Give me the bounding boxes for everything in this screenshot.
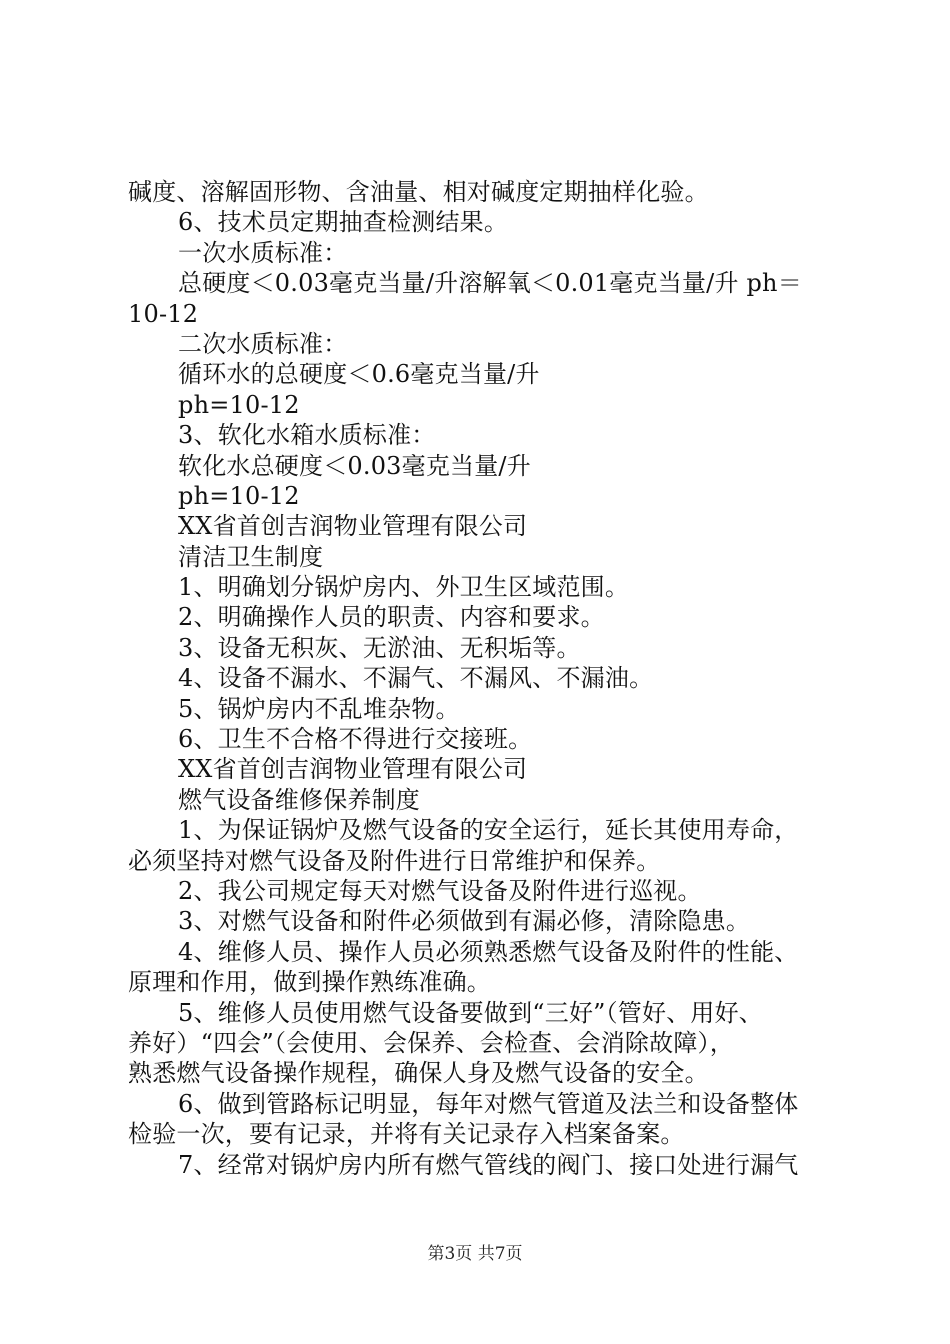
text-line: 熟悉燃气设备操作规程，确保人身及燃气设备的安全。 [128, 1059, 709, 1088]
text-line: 6、技术员定期抽查检测结果。 [178, 208, 509, 237]
text-line: ph=10-12 [178, 481, 300, 510]
text-line: 6、卫生不合格不得进行交接班。 [178, 725, 533, 754]
text-line: 3、设备无积灰、无淤油、无积垢等。 [178, 633, 581, 662]
text-line: 4、维修人员、操作人员必须熟悉燃气设备及附件的性能、 [178, 937, 799, 966]
text-line: 7、经常对锅炉房内所有燃气管线的阀门、接口处进行漏气 [178, 1150, 799, 1179]
text-line: 3、对燃气设备和附件必须做到有漏必修，清除隐患。 [178, 907, 751, 936]
document-body [128, 177, 830, 1180]
text-line: 3、软化水箱水质标准： [178, 421, 436, 450]
text-line: 二次水质标准： [178, 329, 348, 358]
text-line: 10-12 [128, 299, 199, 328]
text-line: ph=10-12 [178, 390, 300, 419]
text-line: 2、我公司规定每天对燃气设备及附件进行巡视。 [178, 876, 702, 905]
text-line: 清洁卫生制度 [178, 542, 324, 571]
text-line: 2、明确操作人员的职责、内容和要求。 [178, 603, 605, 632]
text-line: 5、维修人员使用燃气设备要做到“三好”（管好、用好、 [178, 998, 764, 1027]
text-line: 原理和作用，做到操作熟练准确。 [128, 968, 491, 997]
text-line: 4、设备不漏水、不漏气、不漏风、不漏油。 [178, 664, 654, 693]
text-line: 1、明确划分锅炉房内、外卫生区域范围。 [178, 573, 630, 602]
text-line: 养好）“四会”（会使用、会保养、会检查、会消除故障）， [128, 1028, 734, 1057]
text-line: 必须坚持对燃气设备及附件进行日常维护和保养。 [128, 846, 661, 875]
page-number-footer: 第3页 共7页 [427, 1244, 523, 1264]
text-line: 燃气设备维修保养制度 [178, 785, 420, 814]
text-line: 6、做到管路标记明显，每年对燃气管道及法兰和设备整体 [178, 1089, 799, 1118]
text-line: 循环水的总硬度＜0.6毫克当量/升 [178, 360, 540, 389]
text-line: 软化水总硬度＜0.03毫克当量/升 [178, 451, 531, 480]
text-line: 5、锅炉房内不乱堆杂物。 [178, 694, 460, 723]
text-line: 1、为保证锅炉及燃气设备的安全运行，延长其使用寿命， [178, 816, 799, 845]
text-line: 检验一次，要有记录，并将有关记录存入档案备案。 [128, 1120, 685, 1149]
text-line: XX省首创吉润物业管理有限公司 [178, 512, 528, 541]
text-line: 碱度、溶解固形物、含油量、相对碱度定期抽样化验。 [128, 178, 709, 206]
text-line: 一次水质标准： [178, 238, 348, 267]
text-line: 总硬度＜0.03毫克当量/升溶解氧＜0.01毫克当量/升 ph＝ [178, 269, 802, 298]
text-line: XX省首创吉润物业管理有限公司 [178, 755, 528, 784]
